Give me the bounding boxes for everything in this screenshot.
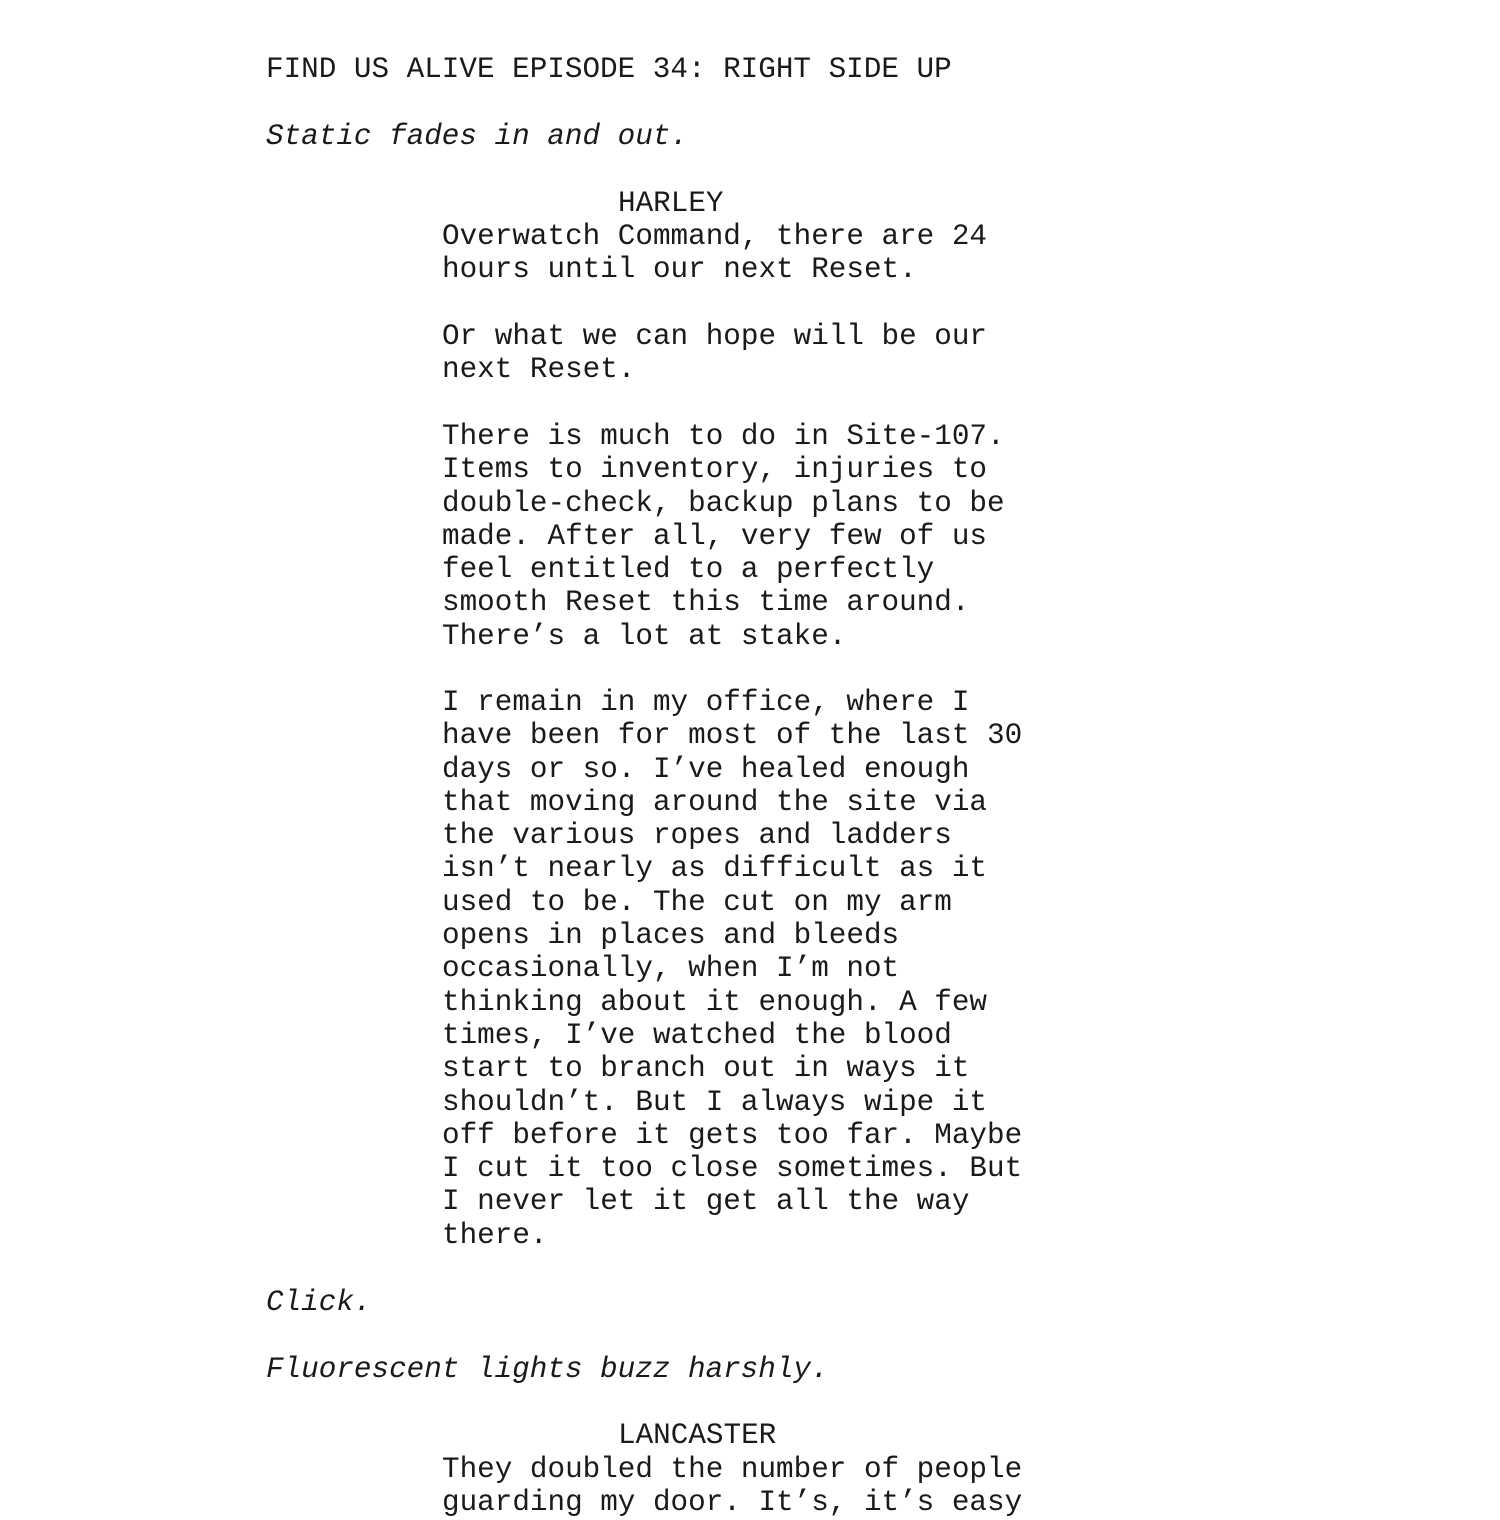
speaker-harley: HARLEY (618, 187, 724, 220)
lancaster-dialogue-paragraph-1: They doubled the number of people guarding my door. It’s, it’s easy (442, 1453, 1023, 1520)
action-static-fades: Static fades in and out. (266, 120, 688, 153)
action-fluorescent-lights: Fluorescent lights buzz harshly. (266, 1353, 829, 1386)
harley-dialogue-paragraph-4: I remain in my office, where I have been for most of the last 30 days or so. I’ve healed enough that moving around the site via the various ropes and ladders isn’t nearly as difficult as it used to be. The cut on my arm opens in places and bleeds occasionally, when I’m not thinking about it enough. A few times, I’ve watched the blood start to branch out in ways it shouldn’t. But I always wipe it off before it gets too far. Maybe I cut it too close sometimes. But I never let it get all the way there. (442, 686, 1023, 1252)
harley-dialogue-paragraph-2: Or what we can hope will be our next Reset. (442, 320, 988, 387)
action-click: Click. (266, 1286, 372, 1319)
harley-dialogue-paragraph-1: Overwatch Command, there are 24 hours until our next Reset. (442, 220, 988, 287)
speaker-lancaster: LANCASTER (618, 1419, 777, 1452)
episode-title: FIND US ALIVE EPISODE 34: RIGHT SIDE UP (266, 53, 952, 86)
harley-dialogue-paragraph-3: There is much to do in Site-107. Items to inventory, injuries to double-check, backup plans to be made. After all, very few of us feel entitled to a perfectly smooth Reset this time around. There’s a lot at stake. (442, 420, 1005, 653)
